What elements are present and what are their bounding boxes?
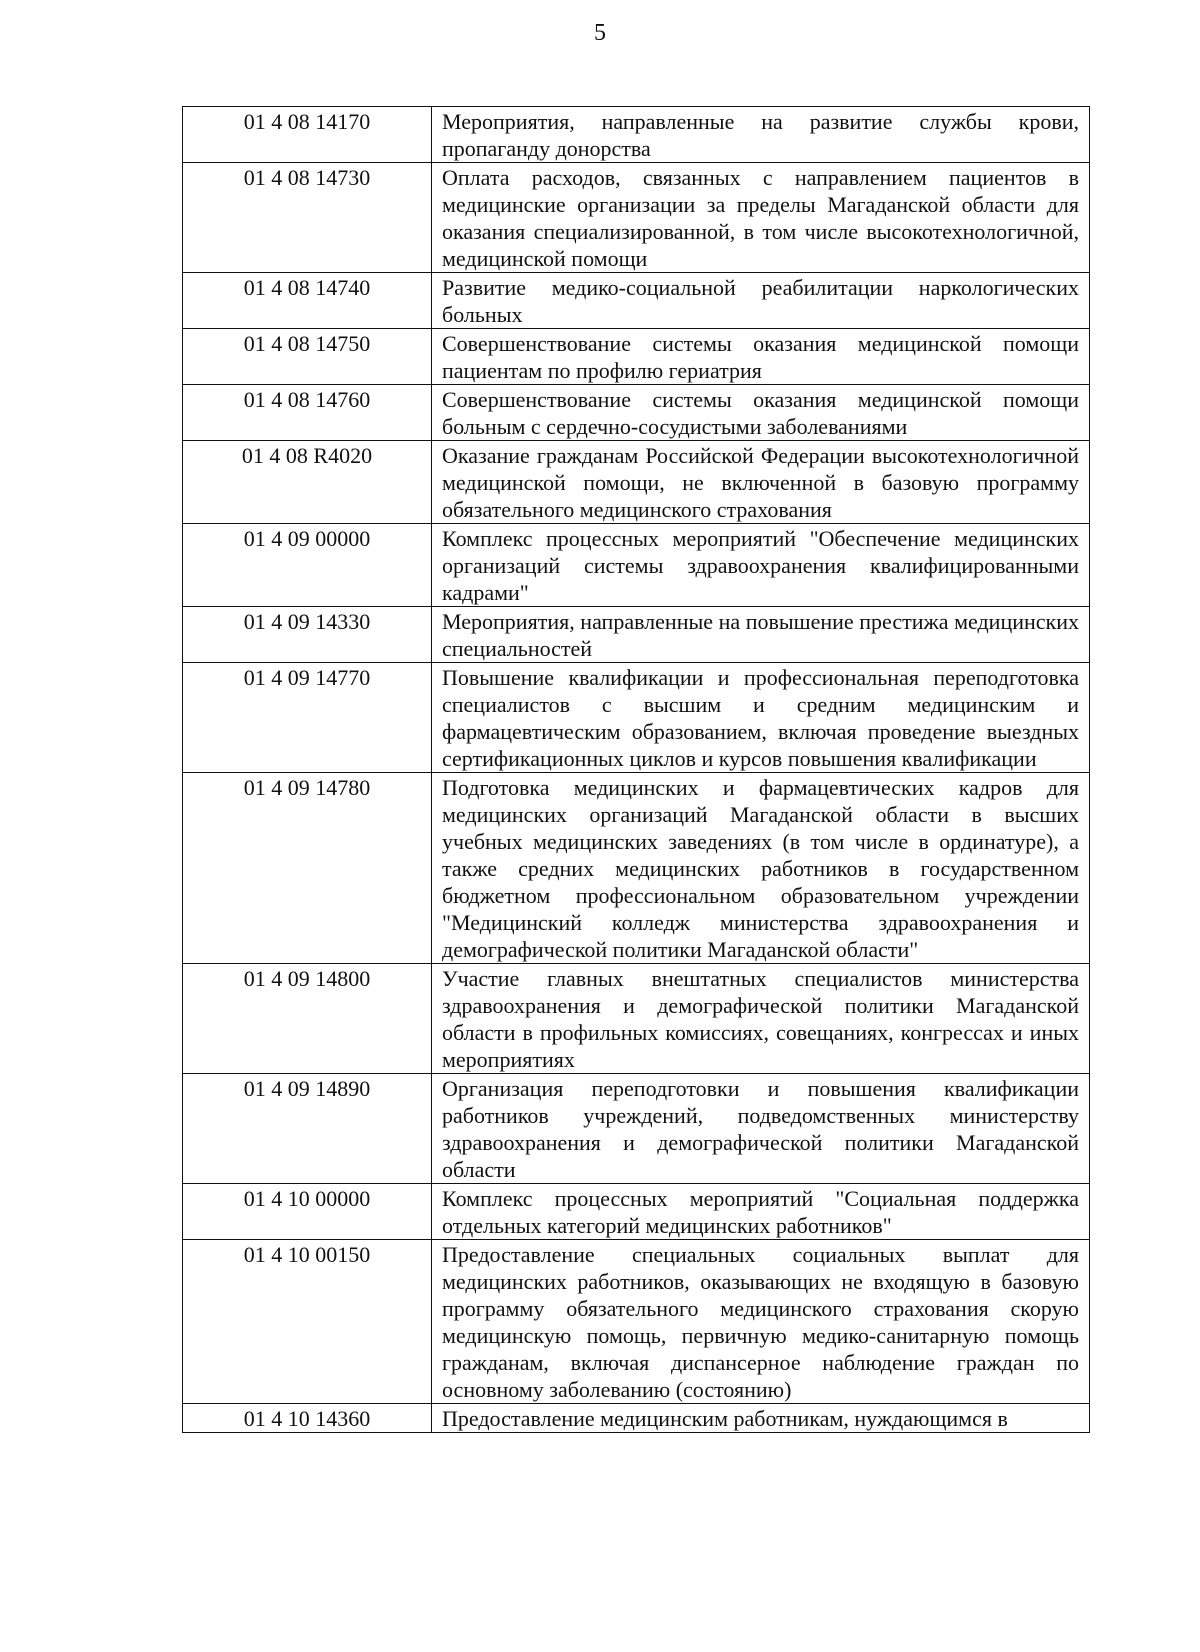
row-description: Развитие медико-социальной реабилитации наркологических больных	[432, 273, 1090, 329]
row-description: Подготовка медицинских и фармацевтических кадров для медицинских организаций Магаданской области в высших учебных медицинских заведениях (в том числе в ординатуре), а также средних медицинских работников в государственном бюджетном профессиональном образовательном учреждении "Медицинский колледж министерства здравоохранения и демографической политики Магаданской области"	[432, 773, 1090, 964]
table-row	[183, 273, 1090, 329]
table-row	[183, 163, 1090, 273]
row-description: Мероприятия, направленные на повышение престижа медицинских специальностей	[432, 607, 1090, 663]
row-description: Комплекс процессных мероприятий "Обеспечение медицинских организаций системы здравоохранения квалифицированными кадрами"	[432, 524, 1090, 607]
row-code: 01 4 08 14170	[183, 107, 432, 163]
table-row	[183, 1240, 1090, 1404]
table-row	[183, 385, 1090, 441]
row-code: 01 4 08 14740	[183, 273, 432, 329]
table-row	[183, 607, 1090, 663]
row-description: Комплекс процессных мероприятий "Социальная поддержка отдельных категорий медицинских работников"	[432, 1184, 1090, 1240]
row-description: Оказание гражданам Российской Федерации высокотехнологичной медицинской помощи, не включенной в базовую программу обязательного медицинского страхования	[432, 441, 1090, 524]
table-row	[183, 1404, 1090, 1433]
row-code: 01 4 10 00000	[183, 1184, 432, 1240]
row-code: 01 4 09 00000	[183, 524, 432, 607]
row-code: 01 4 10 00150	[183, 1240, 432, 1404]
row-description: Совершенствование системы оказания медицинской помощи больным с сердечно-сосудистыми заболеваниями	[432, 385, 1090, 441]
row-description: Участие главных внештатных специалистов министерства здравоохранения и демографической политики Магаданской области в профильных комиссиях, совещаниях, конгрессах и иных мероприятиях	[432, 964, 1090, 1074]
row-code: 01 4 09 14330	[183, 607, 432, 663]
table-row	[183, 524, 1090, 607]
row-description: Совершенствование системы оказания медицинской помощи пациентам по профилю гериатрия	[432, 329, 1090, 385]
row-code: 01 4 09 14890	[183, 1074, 432, 1184]
row-description: Мероприятия, направленные на развитие службы крови, пропаганду донорства	[432, 107, 1090, 163]
row-description: Организация переподготовки и повышения квалификации работников учреждений, подведомственных министерству здравоохранения и демографической политики Магаданской области	[432, 1074, 1090, 1184]
classification-table	[182, 106, 1090, 1433]
table-row	[183, 964, 1090, 1074]
row-code: 01 4 09 14800	[183, 964, 432, 1074]
row-code: 01 4 08 14750	[183, 329, 432, 385]
table-row	[183, 663, 1090, 773]
page-number: 5	[594, 20, 606, 46]
row-description: Предоставление специальных социальных выплат для медицинских работников, оказывающих не входящую в базовую программу обязательного медицинского страхования скорую медицинскую помощь, первичную медико-санитарную помощь гражданам, включая диспансерное наблюдение граждан по основному заболеванию (состоянию)	[432, 1240, 1090, 1404]
row-code: 01 4 08 14760	[183, 385, 432, 441]
table-row	[183, 773, 1090, 964]
row-code: 01 4 08 14730	[183, 163, 432, 273]
row-description: Оплата расходов, связанных с направлением пациентов в медицинские организации за пределы Магаданской области для оказания специализированной, в том числе высокотехнологичной, медицинской помощи	[432, 163, 1090, 273]
row-code: 01 4 08 R4020	[183, 441, 432, 524]
table-row	[183, 107, 1090, 163]
table-row	[183, 441, 1090, 524]
row-code: 01 4 09 14780	[183, 773, 432, 964]
table-row	[183, 1074, 1090, 1184]
row-code: 01 4 09 14770	[183, 663, 432, 773]
table-row	[183, 1184, 1090, 1240]
row-code: 01 4 10 14360	[183, 1404, 432, 1433]
row-description: Повышение квалификации и профессиональная переподготовка специалистов с высшим и средним медицинским и фармацевтическим образованием, включая проведение выездных сертификационных циклов и курсов повышения квалификации	[432, 663, 1090, 773]
row-description: Предоставление медицинским работникам, нуждающимся в	[432, 1404, 1090, 1433]
table-row	[183, 329, 1090, 385]
